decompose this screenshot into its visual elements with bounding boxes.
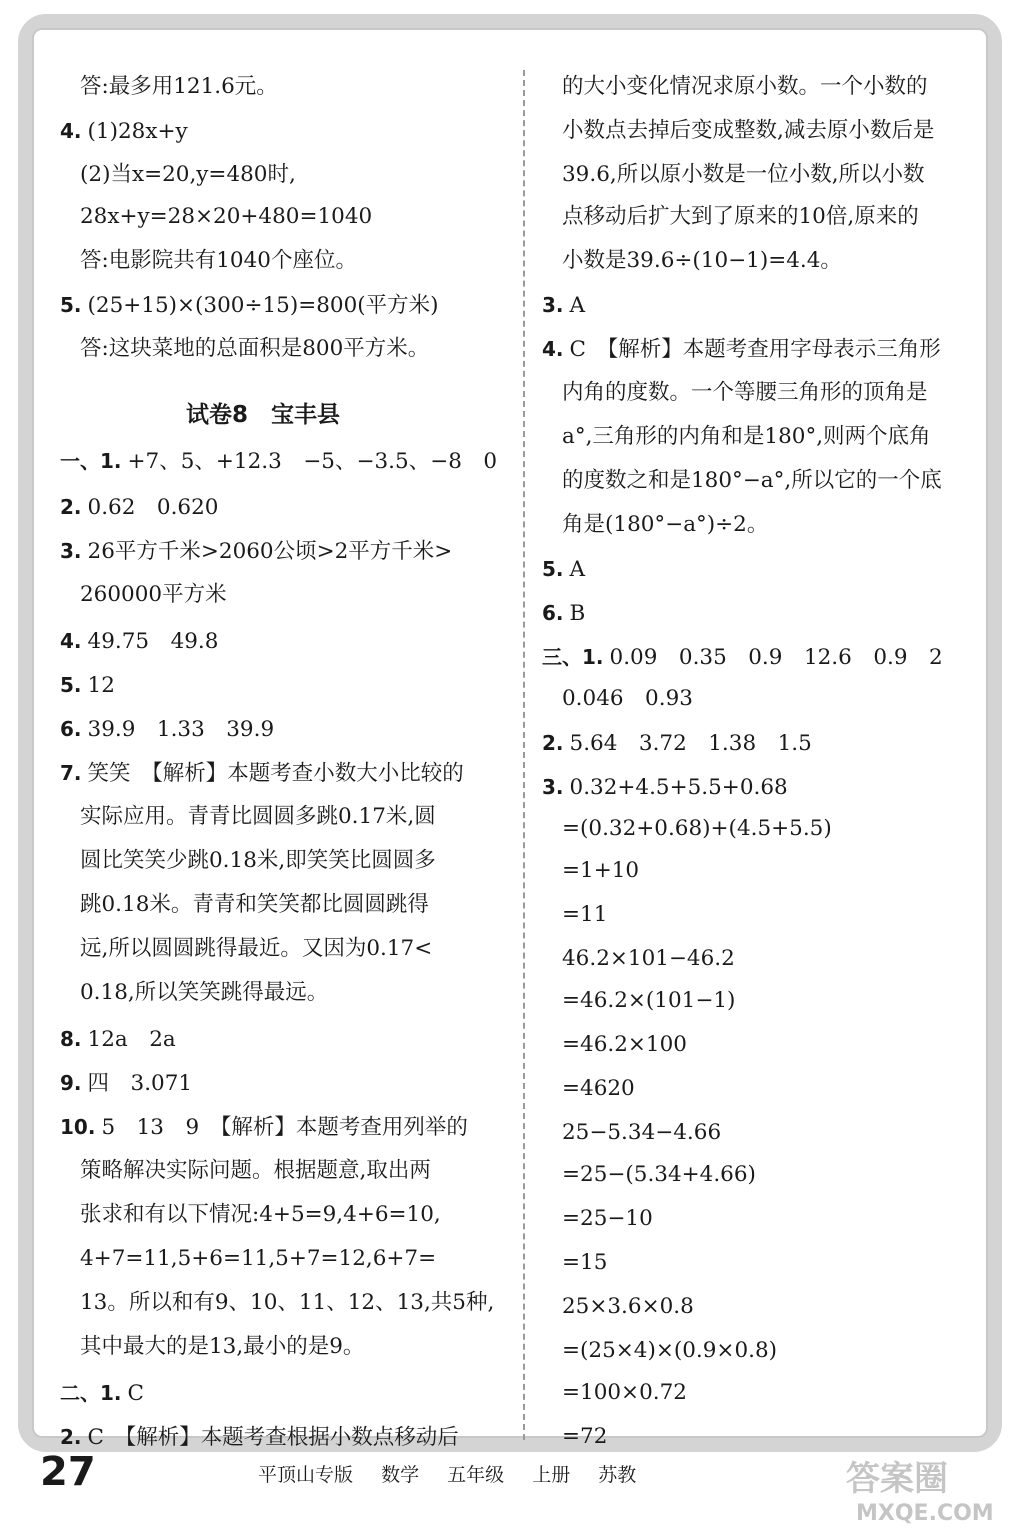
right-line <box>562 160 925 190</box>
question-number: 6. <box>60 717 82 741</box>
left-line <box>60 670 115 700</box>
question-number: 9. <box>60 1071 82 1095</box>
question-number: 10. <box>60 1115 96 1139</box>
answer-text: (25+15)×(300÷15)=800(平方米) <box>87 293 439 318</box>
answer-text: =(25×4)×(0.9×0.8) <box>562 1338 778 1363</box>
footer-grade: 五年级 <box>447 1464 505 1486</box>
footer-subject: 数学 <box>381 1464 420 1486</box>
answer-text: 四 3.071 <box>87 1071 193 1096</box>
question-number: 7. <box>60 761 82 785</box>
answer-text: C 【解析】本题考查根据小数点移动后 <box>87 1425 459 1450</box>
answer-text: 圆比笑笑少跳0.18米,即笑笑比圆圆多 <box>80 848 436 873</box>
answer-text: A <box>569 557 586 582</box>
answer-text: +7、5、+12.3 −5、−3.5、−8 0 <box>127 449 498 474</box>
left-line <box>186 400 340 430</box>
right-line <box>542 728 812 758</box>
left-line <box>60 626 218 656</box>
right-line <box>562 1422 607 1452</box>
answer-text: =25−(5.34+4.66) <box>562 1162 756 1187</box>
right-line <box>562 246 842 276</box>
right-line <box>542 642 943 672</box>
answer-text: 12a 2a <box>87 1027 176 1052</box>
answer-text: 4+7=11,5+6=11,5+7=12,6+7= <box>80 1246 437 1271</box>
question-number: 6. <box>542 601 564 625</box>
left-line <box>60 536 452 566</box>
left-line <box>80 580 227 610</box>
page-number: 27 <box>40 1449 96 1495</box>
right-line <box>562 116 934 146</box>
answer-text: 5.64 3.72 1.38 1.5 <box>569 731 812 756</box>
watermark-text: 答案圈 <box>846 1459 948 1499</box>
left-line <box>60 446 497 476</box>
answer-text: 其中最大的是13,最小的是9。 <box>80 1334 365 1359</box>
answer-text: 角是(180°−a°)÷2。 <box>562 512 769 537</box>
answer-text: 张求和有以下情况:4+5=9,4+6=10, <box>80 1202 441 1227</box>
answer-text: A <box>569 293 586 318</box>
answer-text: (1)28x+y <box>87 119 188 144</box>
left-line <box>80 846 436 876</box>
answer-text: 5 13 9 【解析】本题考查用列举的 <box>101 1115 468 1140</box>
question-number: 3. <box>542 775 564 799</box>
question-number: 8. <box>60 1027 82 1051</box>
left-line <box>80 1244 436 1274</box>
right-line <box>562 856 639 886</box>
answer-text: 内角的度数。一个等腰三角形的顶角是 <box>562 380 928 405</box>
answer-text: 的度数之和是180°−a°,所以它的一个底 <box>562 468 942 493</box>
answer-text: 点移动后扩大到了原来的10倍,原来的 <box>562 204 919 229</box>
answer-text: 答:电影院共有1040个座位。 <box>80 248 357 273</box>
question-number: 2. <box>60 495 82 519</box>
footer-edition: 平顶山专版 <box>258 1464 354 1486</box>
right-line <box>562 202 919 232</box>
right-line <box>562 1074 635 1104</box>
right-line <box>562 422 931 452</box>
answer-text: 答:最多用121.6元。 <box>80 74 278 99</box>
answer-text: 0.046 0.93 <box>562 686 693 711</box>
answer-text: 0.09 0.35 0.9 12.6 0.9 2 <box>609 645 943 670</box>
right-line <box>562 72 928 102</box>
answer-text: 25−5.34−4.66 <box>562 1120 722 1145</box>
watermark-url: MXQE.COM <box>856 1501 994 1526</box>
footer-info <box>258 1462 658 1488</box>
answer-text: 49.75 49.8 <box>87 629 219 654</box>
left-line <box>60 1378 144 1408</box>
left-line <box>80 934 432 964</box>
left-line <box>60 1422 459 1452</box>
answer-text: 0.18,所以笑笑跳得最远。 <box>80 980 329 1005</box>
answer-text: C 【解析】本题考查用字母表示三角形 <box>569 337 941 362</box>
question-number: 三、1. <box>542 645 604 669</box>
left-line <box>60 116 188 146</box>
question-number: 5. <box>60 673 82 697</box>
answer-text: =1+10 <box>562 858 640 883</box>
answer-text: C <box>127 1381 144 1406</box>
footer-volume: 上册 <box>532 1464 571 1486</box>
answer-text: (2)当x=20,y=480时, <box>80 162 296 187</box>
left-line <box>60 1068 192 1098</box>
right-line <box>562 1160 756 1190</box>
answer-text: 跳0.18米。青青和笑笑都比圆圆跳得 <box>80 892 429 917</box>
left-line <box>80 1288 494 1318</box>
right-line <box>562 1378 687 1408</box>
right-line <box>562 1204 653 1234</box>
right-line <box>562 944 735 974</box>
right-line <box>562 378 928 408</box>
question-number: 3. <box>542 293 564 317</box>
answer-text: =46.2×(101−1) <box>562 988 736 1013</box>
answer-text: =11 <box>562 902 608 927</box>
left-line <box>60 758 464 788</box>
answer-text: 小数是39.6÷(10−1)=4.4。 <box>562 248 842 273</box>
answer-text: 25×3.6×0.8 <box>562 1294 694 1319</box>
right-line <box>542 598 585 628</box>
left-line <box>60 1024 176 1054</box>
right-line <box>562 900 607 930</box>
answer-text: 答:这块菜地的总面积是800平方米。 <box>80 336 430 361</box>
column-divider <box>523 70 525 1440</box>
question-number: 2. <box>542 731 564 755</box>
section-title: 试卷8 宝丰县 <box>186 402 341 428</box>
answer-text: 28x+y=28×20+480=1040 <box>80 204 373 229</box>
watermark-logo <box>842 1450 1014 1528</box>
answer-text: 13。所以和有9、10、11、12、13,共5种, <box>80 1290 495 1315</box>
answer-text: =100×0.72 <box>562 1380 687 1405</box>
right-line <box>542 554 585 584</box>
right-line <box>562 1118 721 1148</box>
right-line <box>542 290 585 320</box>
right-line <box>542 334 941 364</box>
right-line <box>562 986 735 1016</box>
answer-text: 远,所以圆圆跳得最近。又因为0.17< <box>80 936 433 961</box>
answer-text: =(0.32+0.68)+(4.5+5.5) <box>562 816 832 841</box>
left-line <box>80 1156 431 1186</box>
question-number: 4. <box>542 337 564 361</box>
answer-text: 笑笑 【解析】本题考查小数大小比较的 <box>87 761 464 786</box>
left-line <box>60 1112 468 1142</box>
left-line <box>80 802 436 832</box>
left-line <box>80 202 372 232</box>
right-line <box>562 1030 687 1060</box>
left-line <box>80 72 278 102</box>
answer-text: =15 <box>562 1250 608 1275</box>
answer-text: 0.32+4.5+5.5+0.68 <box>569 775 788 800</box>
left-line <box>80 890 429 920</box>
left-line <box>60 290 439 320</box>
answer-text: =72 <box>562 1424 608 1449</box>
answer-text: 46.2×101−46.2 <box>562 946 735 971</box>
right-line <box>562 684 693 714</box>
question-number: 5. <box>60 293 82 317</box>
answer-text: a°,三角形的内角和是180°,则两个底角 <box>562 424 931 449</box>
left-line <box>80 1200 441 1230</box>
answer-text: 39.6,所以原小数是一位小数,所以小数 <box>562 162 925 187</box>
question-number: 2. <box>60 1425 82 1449</box>
right-line <box>562 1292 694 1322</box>
question-number: 二、1. <box>60 1381 122 1405</box>
answer-text: 小数点去掉后变成整数,减去原小数后是 <box>562 118 935 143</box>
footer-publisher: 苏教 <box>598 1464 637 1486</box>
right-line <box>562 1336 777 1366</box>
right-line <box>562 510 768 540</box>
right-line <box>562 1248 607 1278</box>
question-number: 3. <box>60 539 82 563</box>
question-number: 4. <box>60 629 82 653</box>
answer-text: B <box>569 601 586 626</box>
answer-text: 0.62 0.620 <box>87 495 219 520</box>
answer-text: 的大小变化情况求原小数。一个小数的 <box>562 74 928 99</box>
answer-text: =4620 <box>562 1076 635 1101</box>
left-line <box>80 334 429 364</box>
question-number: 5. <box>542 557 564 581</box>
left-line <box>60 492 218 522</box>
right-line <box>562 466 942 496</box>
question-number: 一、1. <box>60 449 122 473</box>
left-line <box>80 160 296 190</box>
left-line <box>60 714 274 744</box>
right-line <box>562 814 832 844</box>
answer-text: =46.2×100 <box>562 1032 687 1057</box>
answer-text: 260000平方米 <box>80 582 227 607</box>
right-line <box>542 772 788 802</box>
answer-text: 策略解决实际问题。根据题意,取出两 <box>80 1158 431 1183</box>
answer-text: 39.9 1.33 39.9 <box>87 717 275 742</box>
left-line <box>80 978 328 1008</box>
answer-text: =25−10 <box>562 1206 653 1231</box>
answer-text: 26平方千米>2060公顷>2平方千米> <box>87 539 453 564</box>
question-number: 4. <box>60 119 82 143</box>
answer-text: 实际应用。青青比圆圆多跳0.17米,圆 <box>80 804 436 829</box>
left-line <box>80 246 357 276</box>
left-line <box>80 1332 364 1362</box>
answer-text: 12 <box>87 673 115 698</box>
